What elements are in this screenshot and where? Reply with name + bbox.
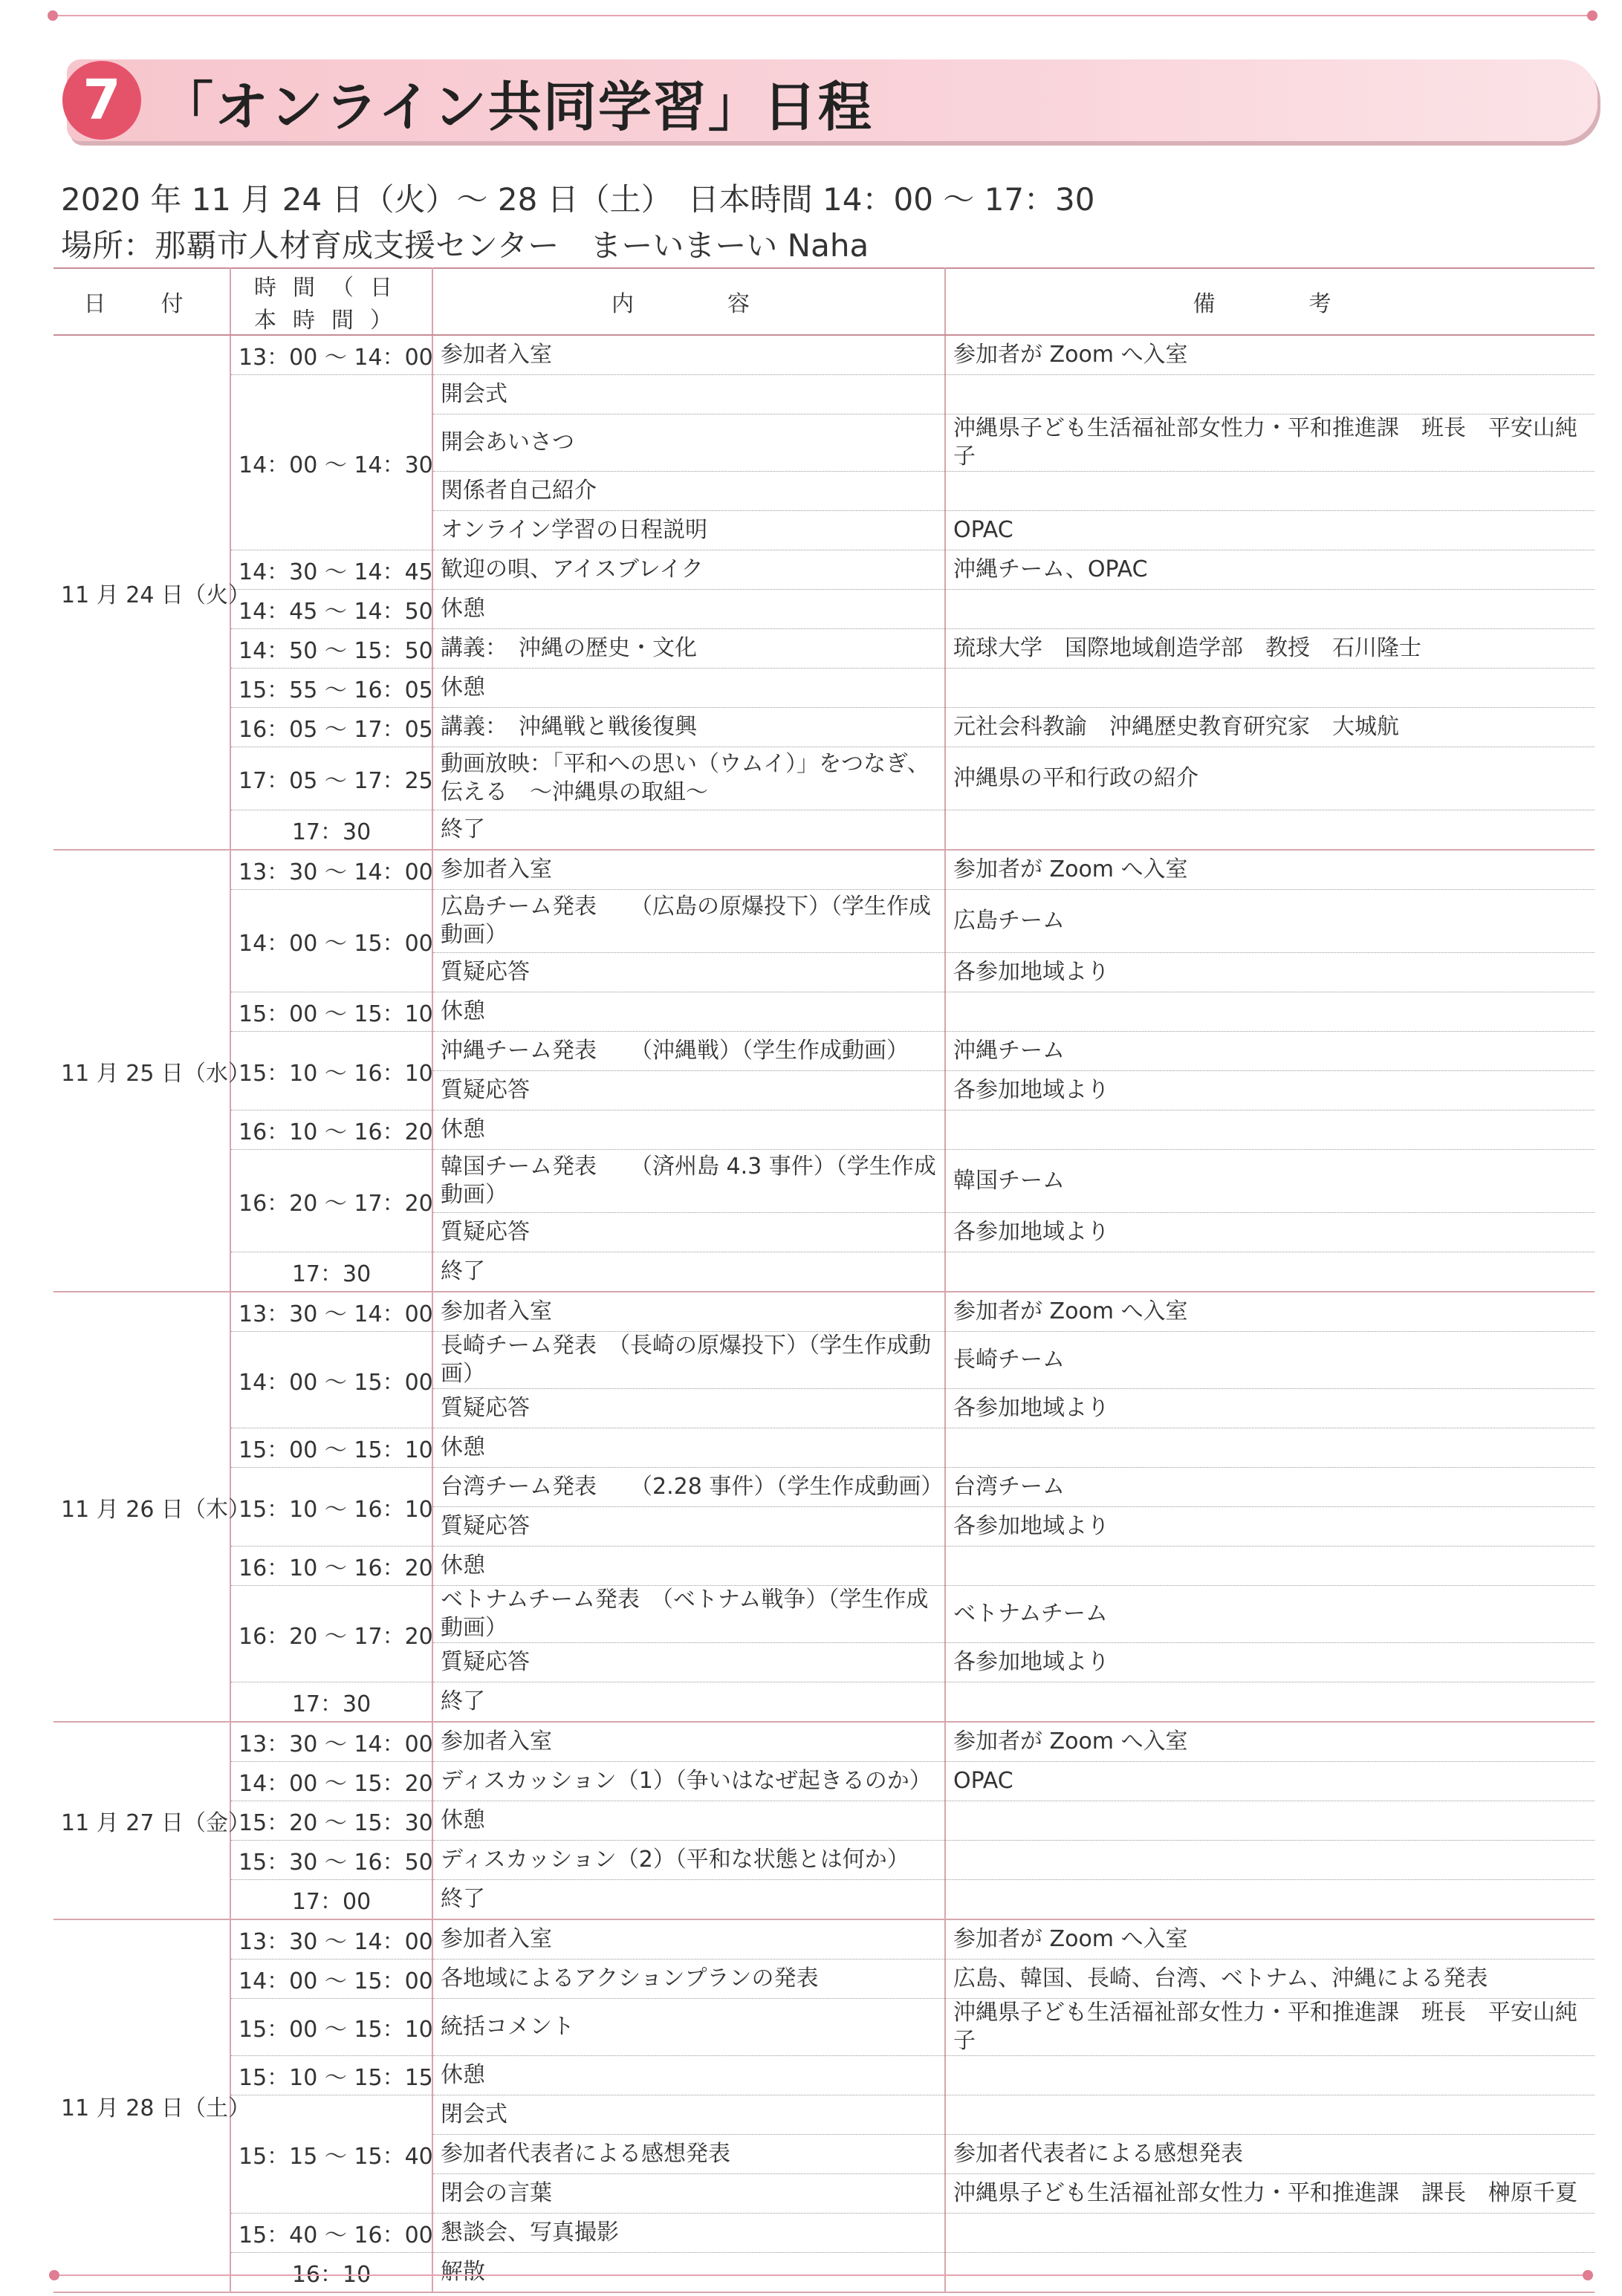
time-cell: 16：10: [230, 2253, 432, 2293]
table-row: [53, 590, 1595, 629]
note-cell: [945, 472, 1595, 511]
note-cell: [945, 1841, 1595, 1880]
time-cell: 14：45 ～ 14：50: [230, 590, 432, 629]
note-cell: ベトナムチーム: [945, 1586, 1595, 1643]
note-cell: 参加者が Zoom へ入室: [945, 335, 1595, 375]
time-cell: 16：10 ～ 16：20: [230, 1547, 432, 1586]
note-cell: [945, 2056, 1595, 2095]
table-row: [53, 890, 1595, 953]
time-cell: 14：00 ～ 15：20: [230, 1762, 432, 1801]
time-cell: 13：30 ～ 14：00: [230, 1722, 432, 1762]
time-cell: 13：30 ～ 14：00: [230, 1919, 432, 1960]
note-cell: [945, 2253, 1595, 2293]
table-row: [53, 1801, 1595, 1841]
note-cell: [945, 1682, 1595, 1723]
top-rule: [49, 15, 1587, 16]
note-cell: OPAC: [945, 1762, 1595, 1801]
place-line: 場所：那覇市人材育成支援センター まーいまーい Naha: [61, 227, 869, 264]
content-cell: 閉会式: [432, 2095, 945, 2135]
note-cell: 各参加地域より: [945, 1643, 1595, 1682]
note-cell: 沖縄県子ども生活福祉部女性力・平和推進課 班長 平安山純子: [945, 1999, 1595, 2056]
table-row: [53, 747, 1595, 810]
content-cell: 参加者入室: [432, 1722, 945, 1762]
content-cell: ディスカッション（1）（争いはなぜ起きるのか）: [432, 1762, 945, 1801]
note-cell: [945, 992, 1595, 1032]
time-cell: 17：00: [230, 1880, 432, 1920]
note-cell: 広島、韓国、長崎、台湾、ベトナム、沖縄による発表: [945, 1960, 1595, 1999]
content-cell: 休憩: [432, 1801, 945, 1841]
note-cell: [945, 2214, 1595, 2253]
content-cell: 参加者入室: [432, 850, 945, 890]
table-row: [53, 550, 1595, 590]
note-cell: 参加者が Zoom へ入室: [945, 1292, 1595, 1332]
content-cell: 開会あいさつ: [432, 414, 945, 472]
time-cell: 15：20 ～ 15：30: [230, 1801, 432, 1841]
table-row: [53, 1032, 1595, 1071]
content-cell: 閉会の言葉: [432, 2174, 945, 2214]
day-cell: 11 月 27 日（金）: [53, 1722, 230, 1919]
content-cell: 開会式: [432, 375, 945, 414]
time-cell: 16：10 ～ 16：20: [230, 1110, 432, 1150]
day-cell: 11 月 25 日（水）: [53, 850, 230, 1292]
note-cell: 各参加地域より: [945, 1507, 1595, 1547]
table-row: [53, 2056, 1595, 2095]
content-cell: 関係者自己紹介: [432, 472, 945, 511]
content-cell: 長崎チーム発表 （長崎の原爆投下）（学生作成動画）: [432, 1332, 945, 1389]
time-cell: 17：30: [230, 1252, 432, 1292]
note-cell: 参加者が Zoom へ入室: [945, 1722, 1595, 1762]
note-cell: [945, 1252, 1595, 1292]
table-row: [53, 1999, 1595, 2056]
table-row: [53, 1547, 1595, 1586]
time-cell: 15：00 ～ 15：10: [230, 1428, 432, 1468]
content-cell: 終了: [432, 1682, 945, 1723]
content-cell: 質疑応答: [432, 1213, 945, 1252]
note-cell: 琉球大学 国際地域創造学部 教授 石川隆士: [945, 629, 1595, 669]
content-cell: 休憩: [432, 1547, 945, 1586]
content-cell: 休憩: [432, 590, 945, 629]
content-cell: 講義： 沖縄戦と戦後復興: [432, 708, 945, 747]
note-cell: 各参加地域より: [945, 1071, 1595, 1110]
time-cell: 16：20 ～ 17：20: [230, 1150, 432, 1252]
content-cell: 参加者入室: [432, 335, 945, 375]
note-cell: 長崎チーム: [945, 1332, 1595, 1389]
note-cell: [945, 810, 1595, 851]
schedule-table: [53, 267, 1595, 2293]
content-cell: オンライン学習の日程説明: [432, 511, 945, 550]
content-cell: 統括コメント: [432, 1999, 945, 2056]
table-row: [53, 1428, 1595, 1468]
content-cell: 休憩: [432, 1428, 945, 1468]
content-cell: 懇談会、写真撮影: [432, 2214, 945, 2253]
time-cell: 15：55 ～ 16：05: [230, 669, 432, 708]
note-cell: [945, 1880, 1595, 1920]
table-row: [53, 1468, 1595, 1507]
table-row: [53, 2253, 1595, 2293]
content-cell: 参加者代表者による感想発表: [432, 2135, 945, 2174]
time-cell: 15：00 ～ 15：10: [230, 1999, 432, 2056]
content-cell: 沖縄チーム発表 （沖縄戦）（学生作成動画）: [432, 1032, 945, 1071]
time-cell: 15：00 ～ 15：10: [230, 992, 432, 1032]
note-cell: [945, 1110, 1595, 1150]
time-cell: 15：40 ～ 16：00: [230, 2214, 432, 2253]
time-cell: 14：30 ～ 14：45: [230, 550, 432, 590]
table-row: [53, 629, 1595, 669]
content-cell: 質疑応答: [432, 1389, 945, 1428]
time-cell: 15：15 ～ 15：40: [230, 2095, 432, 2214]
content-cell: 休憩: [432, 669, 945, 708]
day-cell: 11 月 24 日（火）: [53, 335, 230, 850]
content-cell: 歓迎の唄、アイスブレイク: [432, 550, 945, 590]
time-cell: 15：10 ～ 16：10: [230, 1468, 432, 1547]
table-row: [53, 1150, 1595, 1213]
content-cell: ディスカッション（2）（平和な状態とは何か）: [432, 1841, 945, 1880]
table-row: [53, 708, 1595, 747]
time-cell: 13：00 ～ 14：00: [230, 335, 432, 375]
table-row: [53, 375, 1595, 414]
content-cell: 休憩: [432, 2056, 945, 2095]
note-cell: [945, 375, 1595, 414]
time-cell: 14：00 ～ 14：30: [230, 375, 432, 550]
time-cell: 14：00 ～ 15：00: [230, 1960, 432, 1999]
content-cell: 質疑応答: [432, 1071, 945, 1110]
table-row: [53, 1960, 1595, 1999]
time-cell: 17：30: [230, 810, 432, 851]
time-cell: 14：00 ～ 15：00: [230, 890, 432, 992]
content-cell: 参加者入室: [432, 1292, 945, 1332]
time-cell: 13：30 ～ 14：00: [230, 850, 432, 890]
table-row: [53, 2095, 1595, 2135]
table-row: [53, 2214, 1595, 2253]
table-row: [53, 335, 1595, 375]
time-cell: 15：10 ～ 15：15: [230, 2056, 432, 2095]
note-cell: 韓国チーム: [945, 1150, 1595, 1213]
note-cell: 参加者が Zoom へ入室: [945, 1919, 1595, 1960]
content-cell: 終了: [432, 810, 945, 851]
content-cell: 休憩: [432, 992, 945, 1032]
page-title: 「オンライン共同学習」日程: [160, 76, 873, 138]
table-row: [53, 669, 1595, 708]
time-cell: 15：10 ～ 16：10: [230, 1032, 432, 1110]
day-cell: 11 月 26 日（木）: [53, 1292, 230, 1722]
note-cell: 沖縄県子ども生活福祉部女性力・平和推進課 課長 榊原千夏: [945, 2174, 1595, 2214]
table-row: [53, 810, 1595, 851]
day-cell: 11 月 28 日（土）: [53, 1919, 230, 2292]
note-cell: 各参加地域より: [945, 953, 1595, 992]
content-cell: 終了: [432, 1880, 945, 1920]
table-row: [53, 1722, 1595, 1762]
note-cell: [945, 1428, 1595, 1468]
table-row: [53, 1586, 1595, 1643]
table-row: [53, 992, 1595, 1032]
table-row: [53, 1880, 1595, 1920]
note-cell: 元社会科教諭 沖縄歴史教育研究家 大城航: [945, 708, 1595, 747]
top-rule-dot-right: [1587, 10, 1597, 21]
table-row: [53, 1762, 1595, 1801]
content-cell: 動画放映：「平和への思い（ウムイ）」をつなぎ、伝える ～沖縄県の取組～: [432, 747, 945, 810]
content-cell: 台湾チーム発表 （2.28 事件）（学生作成動画）: [432, 1468, 945, 1507]
time-cell: 14：00 ～ 15：00: [230, 1332, 432, 1428]
content-cell: 参加者入室: [432, 1919, 945, 1960]
content-cell: 休憩: [432, 1110, 945, 1150]
note-cell: OPAC: [945, 511, 1595, 550]
content-cell: 韓国チーム発表 （済州島 4.3 事件）（学生作成動画）: [432, 1150, 945, 1213]
note-cell: 参加者代表者による感想発表: [945, 2135, 1595, 2174]
header-note: 備 考: [945, 268, 1595, 335]
bottom-rule-dot-right: [1583, 2270, 1593, 2280]
table-row: [53, 1841, 1595, 1880]
table-row: [53, 1682, 1595, 1723]
note-cell: 各参加地域より: [945, 1389, 1595, 1428]
note-cell: 各参加地域より: [945, 1213, 1595, 1252]
note-cell: [945, 1547, 1595, 1586]
bottom-rule: [51, 2274, 1586, 2276]
time-cell: 17：30: [230, 1682, 432, 1723]
table-row: [53, 1919, 1595, 1960]
header-day: 日 付: [53, 268, 230, 335]
note-cell: 広島チーム: [945, 890, 1595, 953]
table-row: [53, 1110, 1595, 1150]
time-cell: 17：05 ～ 17：25: [230, 747, 432, 810]
time-cell: 14：50 ～ 15：50: [230, 629, 432, 669]
header-time: 時間（日本時間）: [230, 268, 432, 335]
time-cell: 16：05 ～ 17：05: [230, 708, 432, 747]
table-row: [53, 850, 1595, 890]
section-number-badge: 7: [62, 61, 141, 140]
time-cell: 15：30 ～ 16：50: [230, 1841, 432, 1880]
bottom-rule-dot-left: [49, 2270, 59, 2280]
top-rule-dot-left: [48, 10, 58, 21]
header-content: 内 容: [432, 268, 945, 335]
table-row: [53, 1332, 1595, 1389]
content-cell: 解散: [432, 2253, 945, 2293]
note-cell: [945, 1801, 1595, 1841]
note-cell: [945, 590, 1595, 629]
note-cell: [945, 669, 1595, 708]
content-cell: ベトナムチーム発表 （ベトナム戦争）（学生作成動画）: [432, 1586, 945, 1643]
content-cell: 広島チーム発表 （広島の原爆投下）（学生作成動画）: [432, 890, 945, 953]
time-cell: 16：20 ～ 17：20: [230, 1586, 432, 1682]
content-cell: 質疑応答: [432, 1507, 945, 1547]
content-cell: 終了: [432, 1252, 945, 1292]
table-header-row: [53, 268, 1595, 335]
date-line: 2020 年 11 月 24 日（火）～ 28 日（土） 日本時間 14：00 ～ 17：30: [61, 181, 1095, 218]
note-cell: 参加者が Zoom へ入室: [945, 850, 1595, 890]
note-cell: 沖縄チーム、OPAC: [945, 550, 1595, 590]
content-cell: 質疑応答: [432, 953, 945, 992]
table-row: [53, 1252, 1595, 1292]
note-cell: 沖縄県の平和行政の紹介: [945, 747, 1595, 810]
time-cell: 13：30 ～ 14：00: [230, 1292, 432, 1332]
note-cell: [945, 2095, 1595, 2135]
note-cell: 台湾チーム: [945, 1468, 1595, 1507]
note-cell: 沖縄チーム: [945, 1032, 1595, 1071]
content-cell: 各地域によるアクションプランの発表: [432, 1960, 945, 1999]
table-row: [53, 1292, 1595, 1332]
note-cell: 沖縄県子ども生活福祉部女性力・平和推進課 班長 平安山純子: [945, 414, 1595, 472]
content-cell: 質疑応答: [432, 1643, 945, 1682]
content-cell: 講義： 沖縄の歴史・文化: [432, 629, 945, 669]
